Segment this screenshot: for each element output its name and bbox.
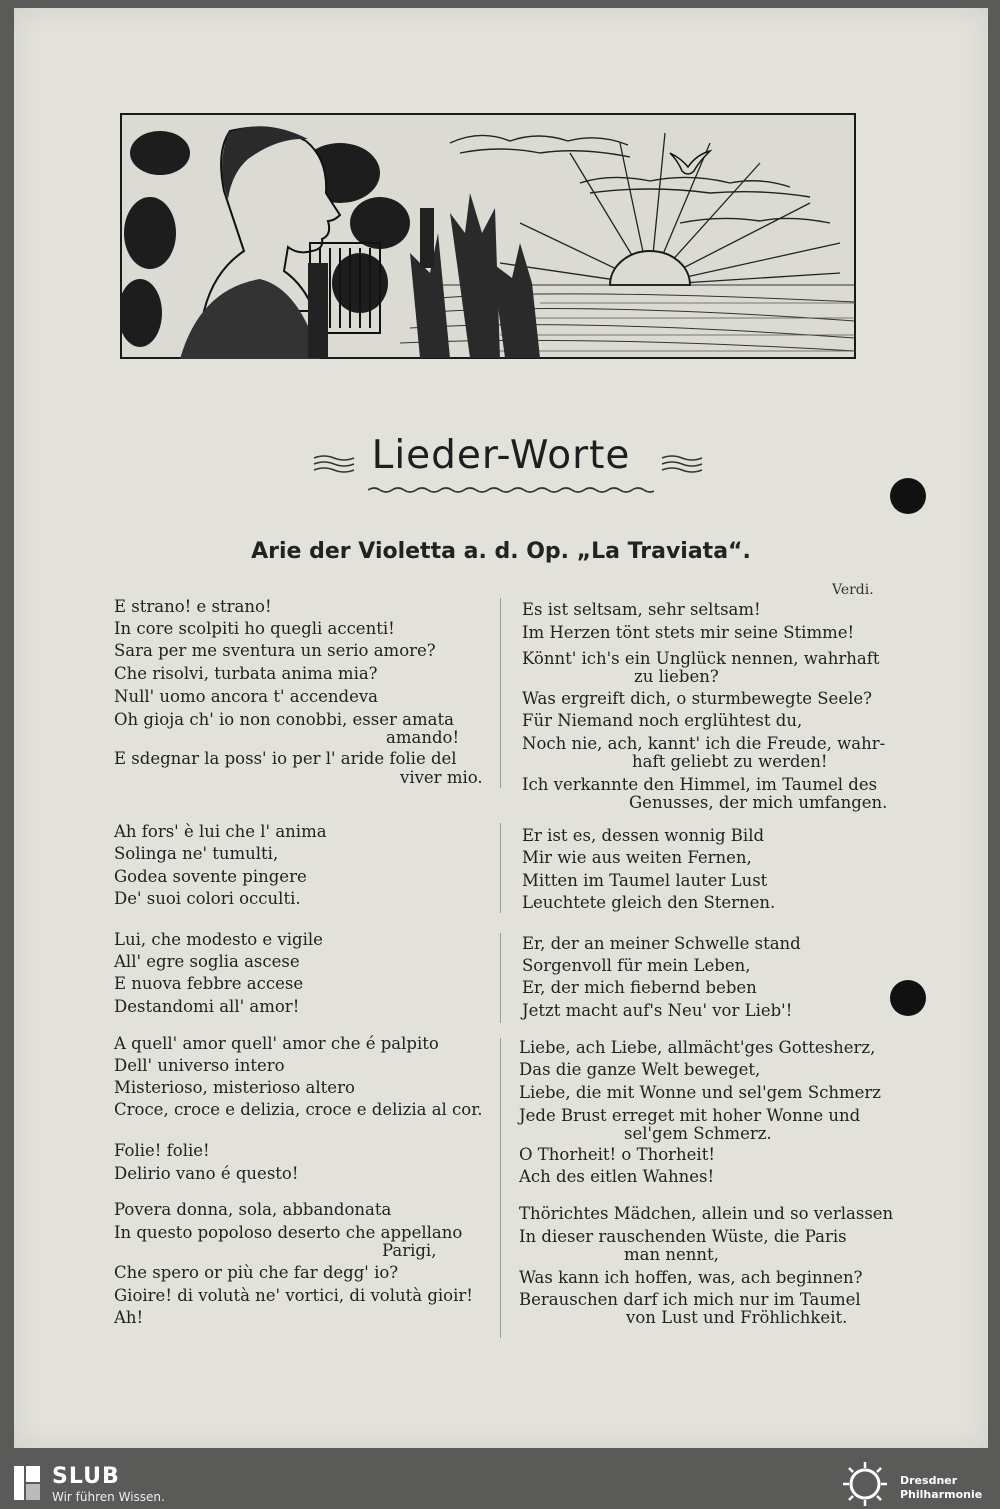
german-line: Ach des eitlen Wahnes! xyxy=(519,1167,715,1186)
heading-container xyxy=(14,433,988,478)
italian-line: A quell' amor quell' amor che é palpito xyxy=(114,1034,439,1053)
german-line: Für Niemand noch erglühtest du, xyxy=(522,711,803,730)
german-line: Er, der an meiner Schwelle stand xyxy=(522,934,801,953)
german-line: haft geliebt zu werden! xyxy=(632,752,828,771)
german-line: von Lust und Fröhlichkeit. xyxy=(626,1308,848,1327)
page-title: Lieder-Worte xyxy=(371,433,631,478)
german-line: Könnt' ich's ein Unglück nennen, wahrhaft xyxy=(522,649,880,668)
italian-line: amando! xyxy=(386,728,460,747)
footer-bar xyxy=(0,1458,1000,1509)
philharmonie-logo-icon xyxy=(838,1460,892,1508)
art-nouveau-illustration xyxy=(120,113,856,359)
german-line: Liebe, ach Liebe, allmächt'ges Gottesherz, xyxy=(519,1038,876,1057)
italian-line: Parigi, xyxy=(382,1241,437,1260)
italian-line: Null' uomo ancora t' accendeva xyxy=(114,687,378,706)
german-line: Liebe, die mit Wonne und sel'gem Schmerz xyxy=(519,1083,881,1102)
german-line: Noch nie, ach, kannt' ich die Freude, wahr- xyxy=(522,734,886,753)
title-underline xyxy=(368,486,654,494)
aria-subtitle: Arie der Violetta a. d. Op. „La Traviata“. xyxy=(251,539,751,564)
italian-line: Godea sovente pingere xyxy=(114,867,307,886)
column-divider-3 xyxy=(500,933,501,1023)
italian-line: Oh gioja ch' io non conobbi, esser amata xyxy=(114,710,454,729)
partner-name-line1: Dresdner xyxy=(900,1474,958,1487)
german-line: Sorgenvoll für mein Leben, xyxy=(522,956,751,975)
german-line: Was kann ich hoffen, was, ach beginnen? xyxy=(519,1268,863,1287)
italian-line: De' suoi colori occulti. xyxy=(114,889,301,908)
italian-line: Delirio vano é questo! xyxy=(114,1164,299,1183)
italian-line: Dell' universo intero xyxy=(114,1056,285,1075)
german-line: Jetzt macht auf's Neu' vor Lieb'! xyxy=(522,1001,793,1020)
column-divider-2 xyxy=(500,823,501,913)
italian-line: Sara per me sventura un serio amore? xyxy=(114,641,436,660)
italian-line: All' egre soglia ascese xyxy=(114,952,300,971)
german-line: Thörichtes Mädchen, allein und so verlassen xyxy=(519,1204,894,1223)
italian-line: Lui, che modesto e vigile xyxy=(114,930,323,949)
italian-line: Ah fors' è lui che l' anima xyxy=(114,822,327,841)
german-line: Ich verkannte den Himmel, im Taumel des xyxy=(522,775,878,794)
german-line: O Thorheit! o Thorheit! xyxy=(519,1145,715,1164)
punch-hole-bottom xyxy=(890,980,926,1016)
italian-line: Solinga ne' tumulti, xyxy=(114,844,279,863)
italian-line: viver mio. xyxy=(400,768,483,787)
italian-line: In core scolpiti ho quegli accenti! xyxy=(114,619,395,638)
italian-line: Che spero or più che far degg' io? xyxy=(114,1263,399,1282)
italian-line: Gioire! di volutà ne' vortici, di volutà gioir! xyxy=(114,1286,473,1305)
italian-line: Folie! folie! xyxy=(114,1141,210,1160)
punch-hole-top xyxy=(890,478,926,514)
german-line: Was ergreift dich, o sturmbewegte Seele? xyxy=(522,689,872,708)
italian-line: Misterioso, misterioso altero xyxy=(114,1078,355,1097)
german-line: Mir wie aus weiten Fernen, xyxy=(522,848,752,867)
italian-line: E sdegnar la poss' io per l' aride folie del xyxy=(114,749,457,768)
german-line: zu lieben? xyxy=(634,667,719,686)
italian-line: Croce, croce e delizia, croce e delizia al cor. xyxy=(114,1100,483,1119)
italian-line: Che risolvi, turbata anima mia? xyxy=(114,664,378,683)
italian-line: Ah! xyxy=(114,1308,144,1327)
italian-line: Povera donna, sola, abbandonata xyxy=(114,1200,392,1219)
german-line: Mitten im Taumel lauter Lust xyxy=(522,871,768,890)
library-tagline: Wir führen Wissen. xyxy=(52,1490,165,1504)
german-line: Er, der mich fiebernd beben xyxy=(522,978,757,997)
german-line: Jede Brust erreget mit hoher Wonne und xyxy=(519,1106,861,1125)
german-line: man nennt, xyxy=(624,1245,719,1264)
library-name: SLUB xyxy=(52,1464,120,1489)
german-line: In dieser rauschenden Wüste, die Paris xyxy=(519,1227,847,1246)
german-line: Genusses, der mich umfangen. xyxy=(629,793,888,812)
german-line: Leuchtete gleich den Sternen. xyxy=(522,893,776,912)
heading-ornament-right xyxy=(660,452,704,476)
slub-logo-icon xyxy=(12,1462,44,1504)
german-line: Berauschen darf ich mich nur im Taumel xyxy=(519,1290,861,1309)
german-line: Das die ganze Welt beweget, xyxy=(519,1060,761,1079)
german-line: Er ist es, dessen wonnig Bild xyxy=(522,826,765,845)
italian-line: In questo popoloso deserto che appellano xyxy=(114,1223,463,1242)
partner-name-line2: Philharmonie xyxy=(900,1488,983,1501)
german-line: sel'gem Schmerz. xyxy=(624,1124,772,1143)
column-divider-1 xyxy=(500,598,501,788)
italian-line: Destandomi all' amor! xyxy=(114,997,300,1016)
italian-line: E nuova febbre accese xyxy=(114,974,304,993)
composer-name: Verdi. xyxy=(832,582,874,598)
german-line: Im Herzen tönt stets mir seine Stimme! xyxy=(522,623,855,642)
italian-line: E strano! e strano! xyxy=(114,597,272,616)
document-page xyxy=(14,8,988,1448)
column-divider-4 xyxy=(500,1038,501,1338)
german-line: Es ist seltsam, sehr seltsam! xyxy=(522,600,761,619)
